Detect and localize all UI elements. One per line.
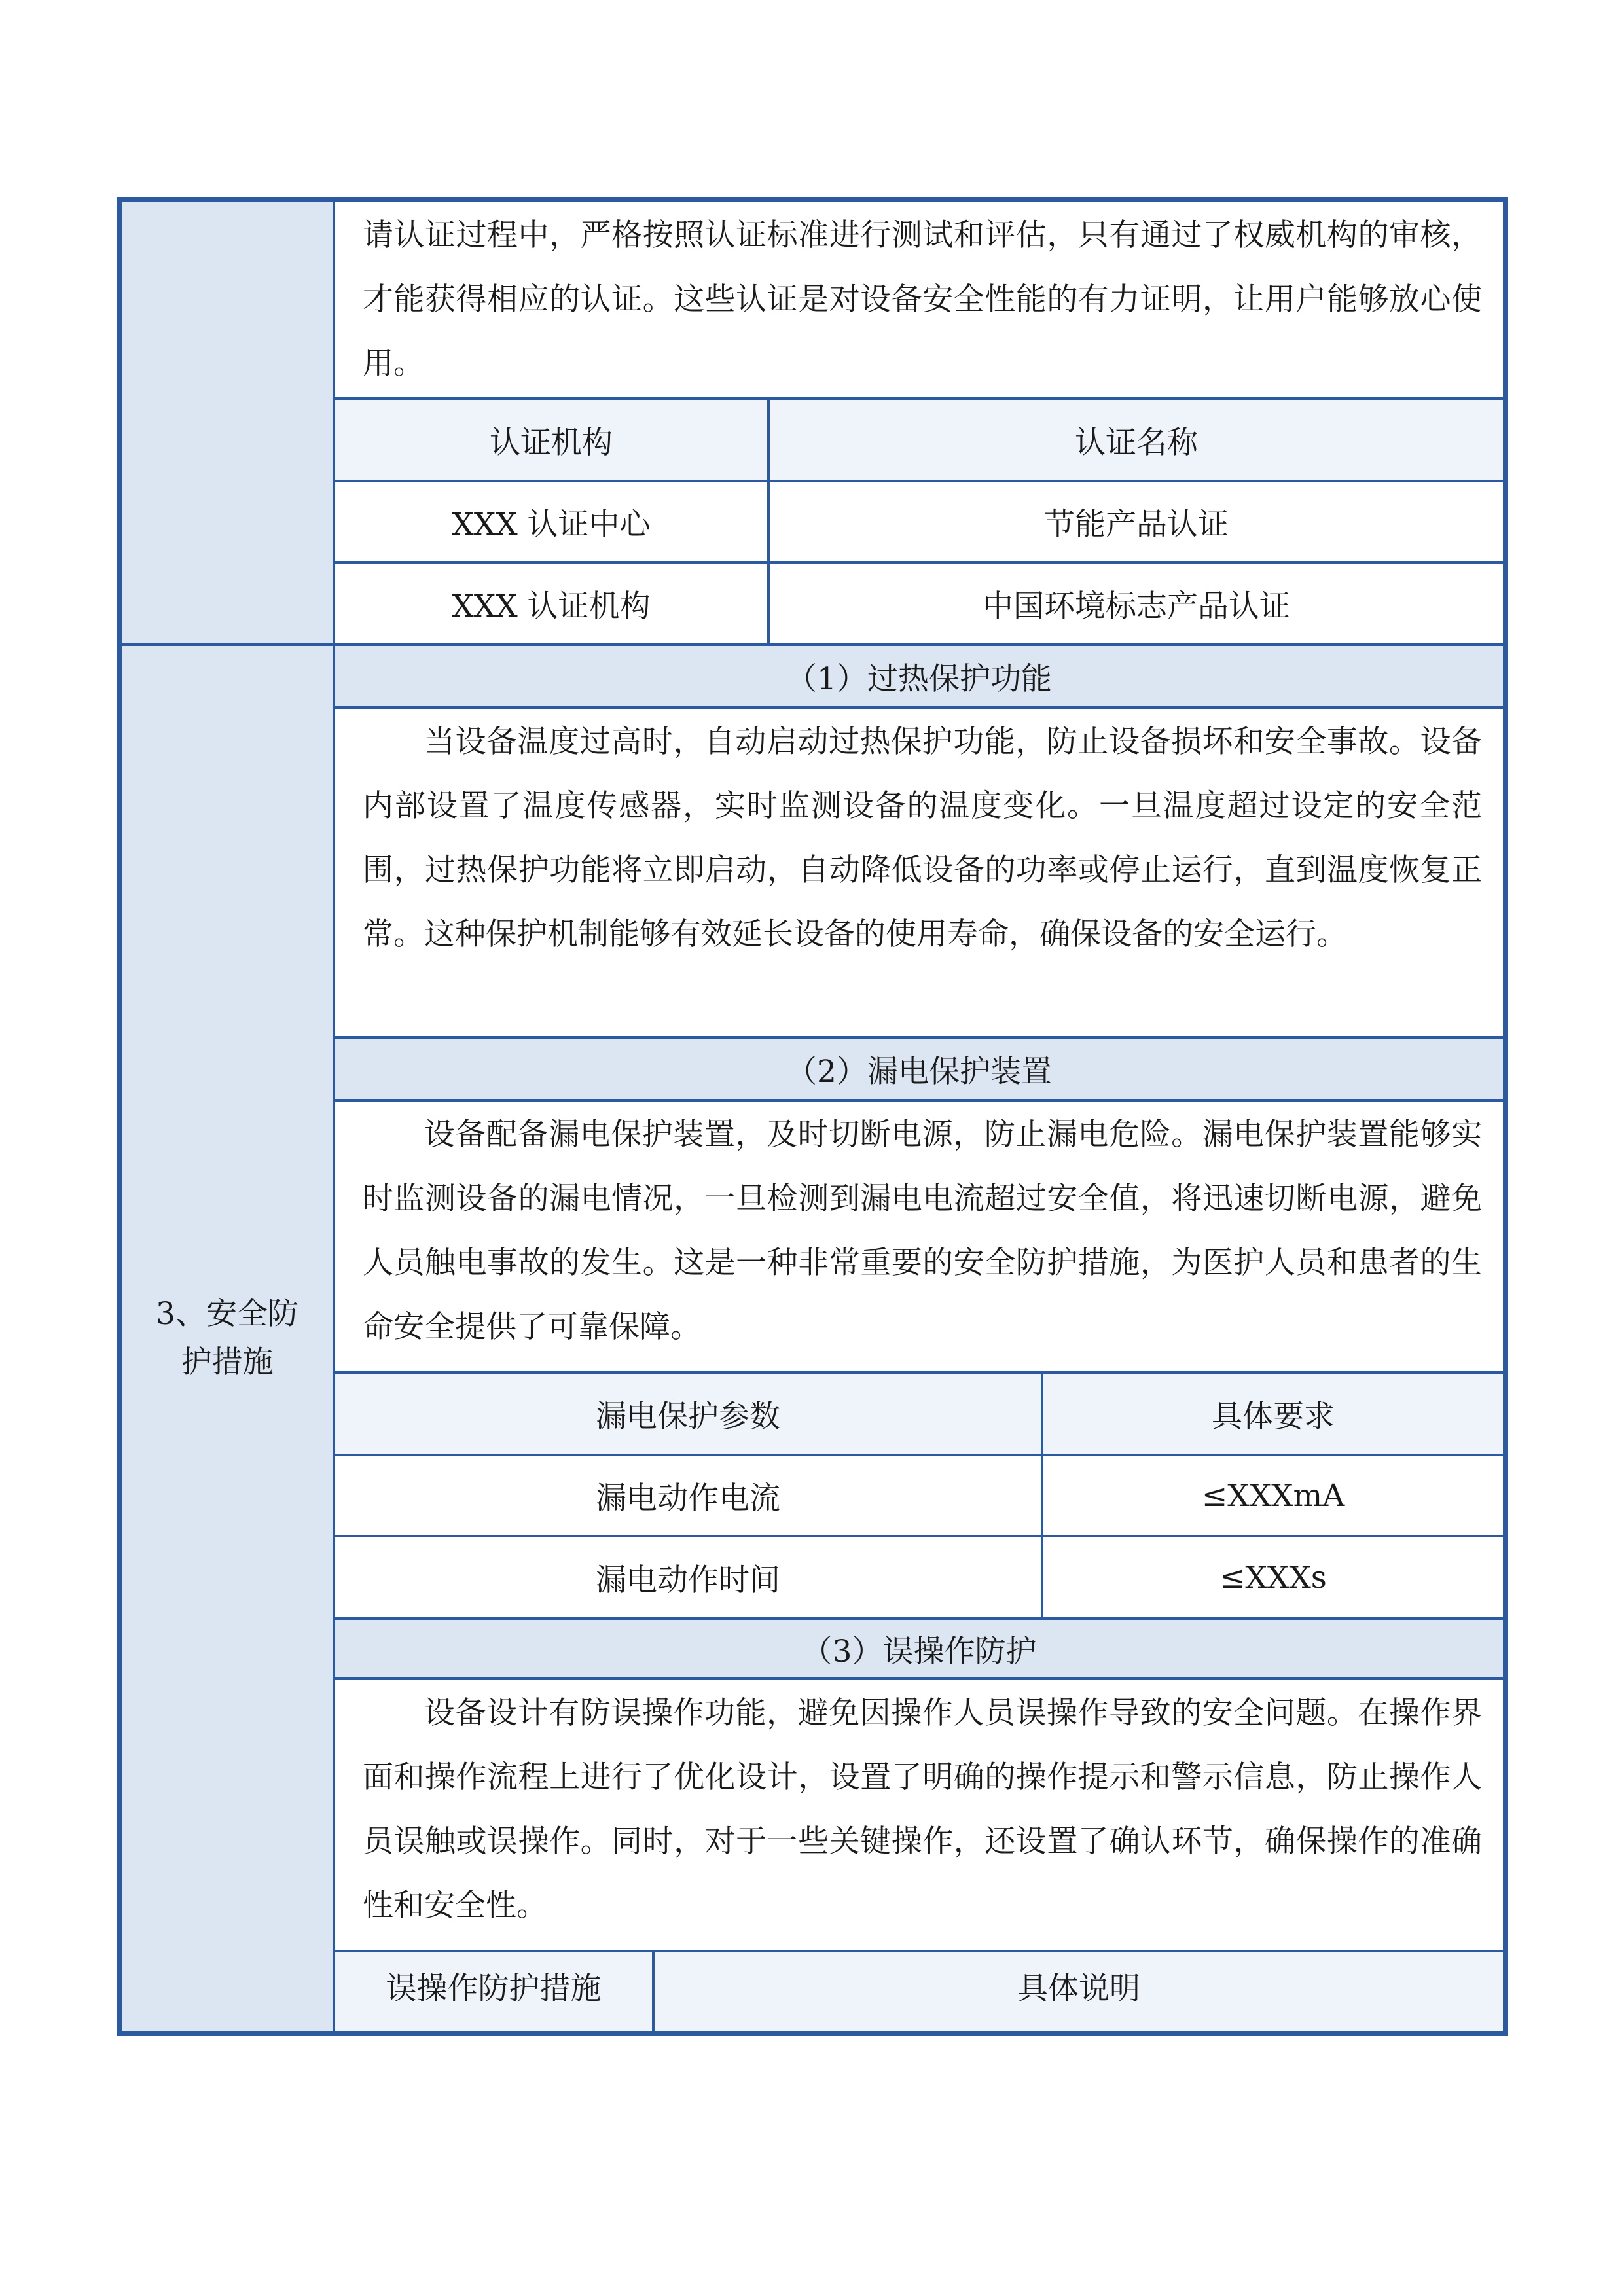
cert-header-org: 认证机构: [335, 400, 767, 480]
section3-label: 3、安全防 护措施: [156, 1296, 298, 1380]
item2-paragraph: 设备配备漏电保护装置，及时切断电源，防止漏电危险。漏电保护装置能够实时监测设备的漏电情况，一旦检测到漏电电流超过安全值，将迅速切断电源，避免人员触电事故的发生。这是一种非常重要的安全防护措施，为医护人员和患者的生命安全提供了可靠保障。: [363, 1117, 1482, 1345]
leak-row1-req: ≤XXXmA: [1201, 1477, 1345, 1514]
leak-header-param: 漏电保护参数: [335, 1374, 1041, 1454]
leak-row2-req: ≤XXXs: [1219, 1559, 1327, 1596]
leak-header-req: 具体要求: [1043, 1374, 1503, 1454]
section3-label-cell: [122, 646, 335, 2031]
continuation-paragraph: 请认证过程中，严格按照认证标准进行测试和评估，只有通过了权威机构的审核，才能获得相应的认证。这些认证是对设备安全性能的有力证明，让用户能够放心使用。: [363, 217, 1482, 382]
misop-header-desc: 具体说明: [655, 1952, 1503, 2031]
document-table-frame: [117, 197, 1508, 2036]
item1-title: （1）过热保护功能: [335, 646, 1503, 706]
cert-row2-name: 中国环境标志产品认证: [983, 588, 1290, 624]
item1-paragraph: 当设备温度过高时，自动启动过热保护功能，防止设备损坏和安全事故。设备内部设置了温度传感器，实时监测设备的温度变化。一旦温度超过设定的安全范围，过热保护功能将立即启动，自动降低设备的功率或停止运行，直到温度恢复正常。这种保护机制能够有效延长设备的使用寿命，确保设备的安全运行。: [363, 724, 1482, 952]
cert-header-name: 认证名称: [770, 400, 1503, 480]
item2-title: （2）漏电保护装置: [335, 1039, 1503, 1099]
item3-title: （3）误操作防护: [335, 1620, 1503, 1677]
item3-paragraph: 设备设计有防误操作功能，避免因操作人员误操作导致的安全问题。在操作界面和操作流程上进行了优化设计，设置了明确的操作提示和警示信息，防止操作人员误触或误操作。同时，对于一些关键操作，还设置了确认环节，确保操作的准确性和安全性。: [363, 1695, 1482, 1924]
cert-row1-org: XXX 认证中心: [452, 506, 651, 543]
section2-label-cell: [122, 202, 335, 646]
leak-row2-param: 漏电动作时间: [596, 1562, 780, 1598]
cert-row2-org: XXX 认证机构: [452, 588, 651, 624]
leak-row1-param: 漏电动作电流: [596, 1480, 780, 1516]
misop-header-measure: 误操作防护措施: [335, 1952, 652, 2031]
cert-row1-name: 节能产品认证: [1044, 506, 1229, 543]
